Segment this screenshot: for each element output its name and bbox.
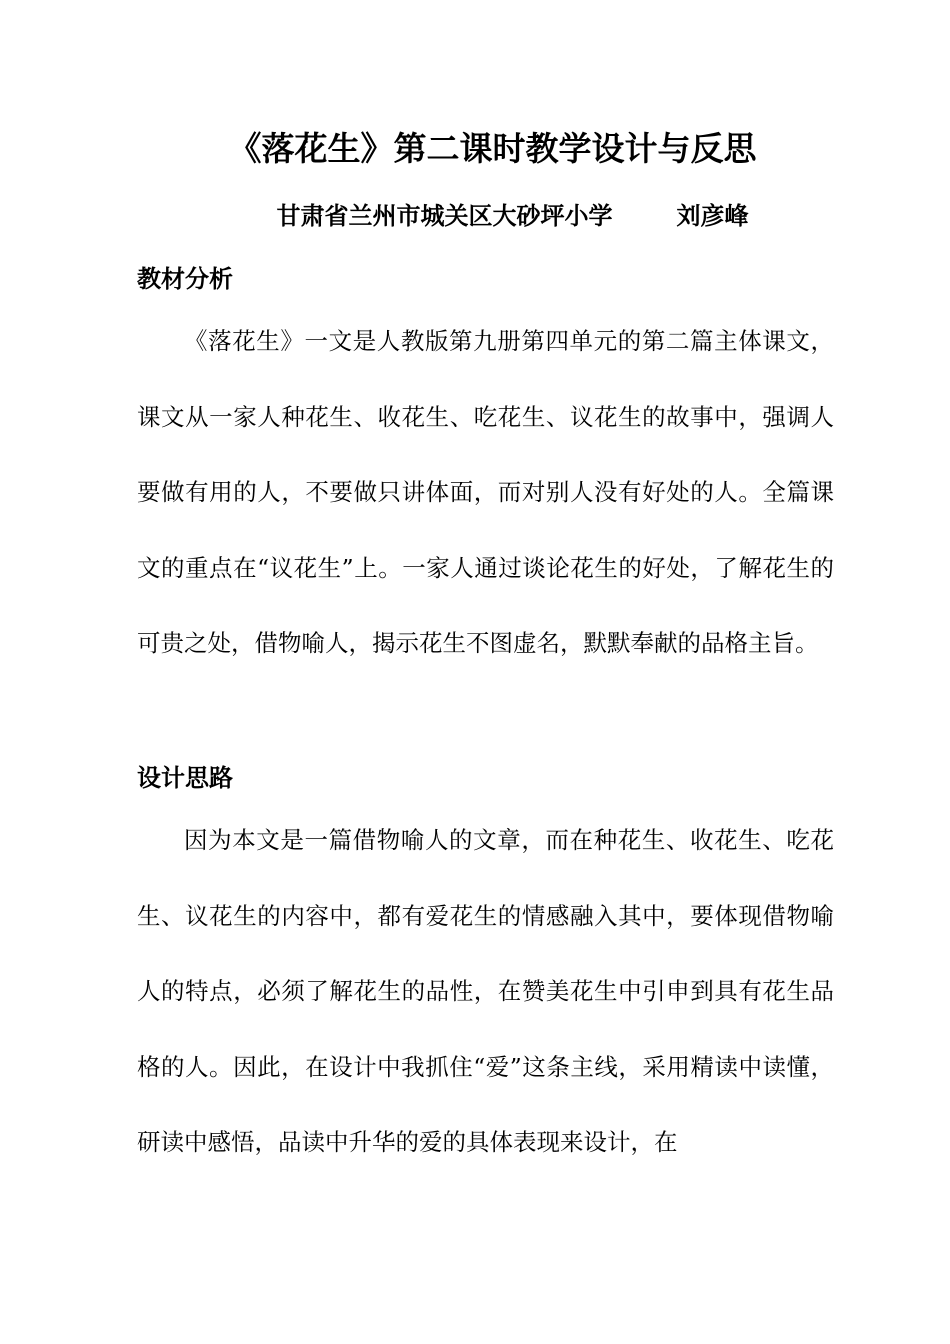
section-paragraph-design-ideas: 因为本文是一篇借物喻人的文章，而在种花生、收花生、吃花生、议花生的内容中，都有爱花生的情感融入其中，要体现借物喻人的特点，必须了解花生的品性，在赞美花生中引申到具有花生品格的人。因此，在设计中我抓住“爱”这条主线，采用精读中读懂，研读中感悟，品读中升华的爱的具体表现来设计，在 — [137, 826, 834, 1157]
section-heading-textbook-analysis: 教材分析 — [137, 265, 233, 293]
author-line — [0, 196, 950, 236]
school-name: 甘肃省兰州市城关区大砂坪小学 — [276, 202, 613, 230]
section-heading-design-ideas: 设计思路 — [137, 764, 233, 792]
document-title: 《落花生》第二课时教学设计与反思 — [228, 129, 757, 168]
author-name: 刘彦峰 — [676, 202, 749, 230]
section-paragraph-textbook-analysis: 《落花生》一文是人教版第九册第四单元的第二篇主体课文，课文从一家人种花生、收花生、吃花生、议花生的故事中，强调人要做有用的人，不要做只讲体面，而对别人没有好处的人。全篇课文的重点在“议花生”上。一家人通过谈论花生的好处，了解花生的可贵之处，借物喻人，揭示花生不图虚名，默默奉献的品格主旨。 — [137, 327, 834, 658]
